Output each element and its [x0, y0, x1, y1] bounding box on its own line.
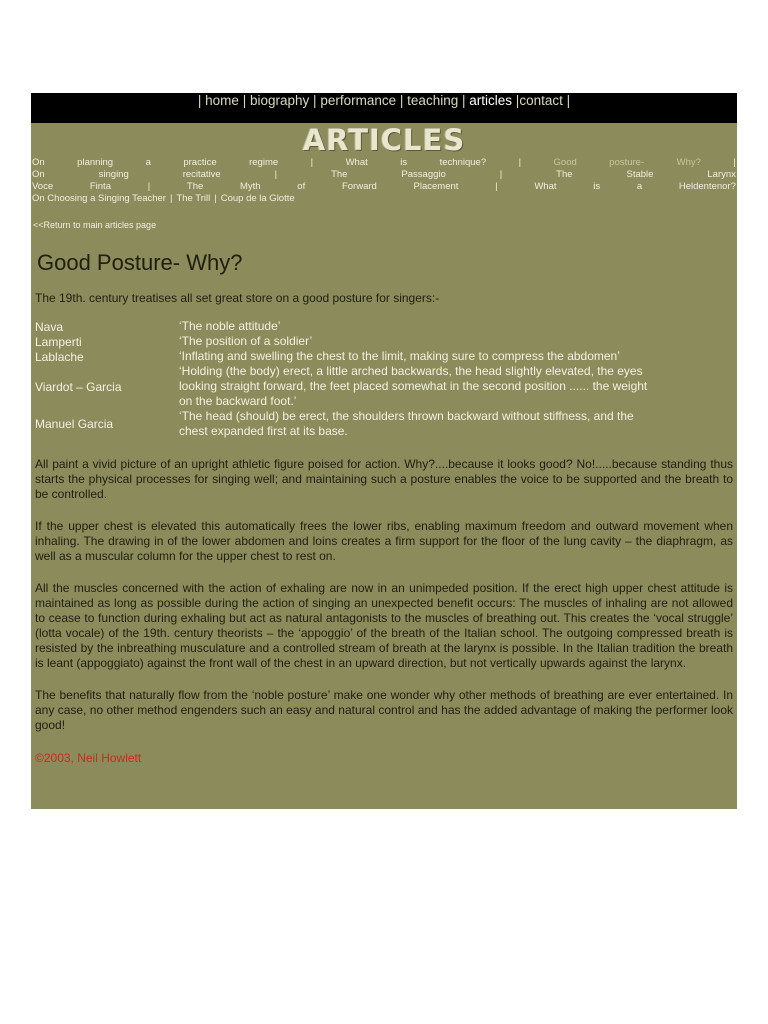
article-links [31, 157, 737, 205]
article-link-word[interactable]: Voce [32, 181, 54, 192]
article-link-word[interactable]: technique? [439, 157, 487, 168]
quotes-table [31, 319, 737, 439]
nav-home[interactable]: home [205, 93, 239, 108]
quote-text: ‘Holding (the body) erect, a little arched backwards, the head slightly elevated, the eyes looking straight forward, the feet placed somewhat in the second position ...... the weight on the backward foot.’ [179, 364, 648, 408]
return-link[interactable]: <<Return to main articles page [33, 220, 157, 230]
article-link-word[interactable]: What [534, 181, 557, 192]
link-separator: | [147, 181, 151, 192]
article-link-word[interactable]: posture- [609, 157, 645, 168]
quote-author: Manuel Garcia [35, 417, 114, 431]
article-links-row [32, 157, 736, 169]
article-link-word[interactable]: Placement [413, 181, 459, 192]
page-container [31, 93, 737, 809]
article-link-word[interactable]: The [331, 169, 348, 180]
article-link-word[interactable]: is [400, 157, 408, 168]
article-link-word[interactable]: singing [98, 169, 129, 180]
article-link-word[interactable]: recitative [182, 169, 221, 180]
nav-sep: | [313, 93, 317, 108]
link-separator: | [310, 157, 314, 168]
quote-author: Viardot – Garcia [35, 379, 122, 394]
article-paragraph: The benefits that naturally flow from the ‘noble posture’ make one wonder why other methods of breathing are ever entertained. In any case, no other method engenders such an easy and natural control and has the added advantage of making the performer look good! [35, 688, 733, 732]
article-links-row [32, 193, 736, 205]
article-links-row [32, 181, 736, 193]
article-title: Good Posture- Why? [37, 250, 243, 275]
article-link-word[interactable]: The Trill [176, 193, 211, 204]
article-link-word[interactable]: Stable [626, 169, 654, 180]
quote-row [31, 319, 737, 334]
article-link-word[interactable]: Finta [89, 181, 111, 192]
article-link-word[interactable]: planning [77, 157, 114, 168]
link-separator: | [274, 169, 278, 180]
nav-sep: | [515, 93, 520, 108]
article-link-word[interactable]: practice [183, 157, 217, 168]
article-link-word[interactable]: On [32, 169, 45, 180]
article-links-row [32, 169, 736, 181]
quote-row [31, 364, 737, 409]
top-nav [31, 93, 737, 123]
banner-title: ARTICLES [302, 123, 466, 157]
nav-teaching[interactable]: teaching [407, 93, 459, 108]
article-paragraph: If the upper chest is elevated this automatically frees the lower ribs, enabling maximum freedom and outward movement when inhaling. The drawing in of the lower abdomen and loins creates a firm support for the floor of the lung cavity – the diaphragm, as well as a muscular column for the upper chest to rest on. [35, 519, 733, 563]
articles-banner [31, 123, 737, 157]
nav-biography[interactable]: biography [249, 93, 310, 108]
nav-contact[interactable]: contact [519, 93, 563, 108]
nav-sep: | [399, 93, 404, 108]
article-link-word[interactable]: Larynx [707, 169, 736, 180]
nav-performance[interactable]: performance [320, 93, 397, 108]
article-link-word[interactable]: What [345, 157, 368, 168]
link-separator: | [518, 157, 522, 168]
quote-author: Lamperti [35, 334, 82, 349]
article-link-word[interactable]: Good [553, 157, 577, 168]
quote-text: ‘The position of a soldier’ [179, 334, 313, 348]
article-link-word[interactable]: On Choosing a Singing Teacher [32, 193, 166, 204]
nav-sep: | [242, 93, 247, 108]
link-separator: | [169, 193, 173, 204]
article-link-word[interactable]: On [32, 157, 45, 168]
article-link-word[interactable]: regime [249, 157, 279, 168]
article-link-word[interactable]: The [186, 181, 204, 192]
quote-author: Nava [35, 319, 64, 334]
quote-text: ‘The noble attitude’ [179, 319, 281, 333]
quote-text: ‘The head (should) be erect, the shoulders thrown backward without stiffness, and the chest expanded first at its base. [179, 409, 634, 438]
article-link-word[interactable]: Why? [676, 157, 701, 168]
quote-text: ‘Inflating and swelling the chest to the limit, making sure to compress the abdomen’ [179, 349, 620, 363]
article-link-word[interactable]: is [593, 181, 601, 192]
article-link-word[interactable]: of [297, 181, 306, 192]
article-link-word[interactable]: The [556, 169, 573, 180]
article-link-word[interactable]: a [145, 157, 151, 168]
quote-row [31, 349, 737, 364]
nav-articles[interactable]: articles [469, 93, 513, 108]
quote-row [31, 334, 737, 349]
quote-author: Lablache [35, 349, 84, 364]
article-link-word[interactable]: Myth [239, 181, 261, 192]
article-paragraph: All the muscles concerned with the action of exhaling are now in an unimpeded position. If the erect high upper chest attitude is maintained as long as possible during the action of singing an unexpected benefit occurs: The muscles of inhaling are not allowed to cease to function during exhaling but act as natural antagonists to the muscles of breathing out. This creates the ‘vocal struggle’ (lotta vocale) of the 19th. century theorists – the ‘appoggio’ of the breath of the Italian school. The outgoing compressed breath is resisted by the inbreathing musculature and a controlled stream of breath at the larynx is possible. In the Italian tradition the breath is leant (appoggiato) against the front wall of the chest in an upward direction, but not vertically upwards against the larynx. [35, 581, 733, 670]
nav-sep: | [566, 93, 571, 108]
link-separator: | [733, 157, 736, 168]
article-paragraph: All paint a vivid picture of an upright athletic figure poised for action. Why?....because it looks good? No!.....because standing thus starts the physical processes for singing well; and maintaining such a posture enables the voice to be supported and the breath to be controlled. [35, 457, 733, 501]
link-separator: | [495, 181, 498, 192]
article-link-word[interactable]: Forward [341, 181, 377, 192]
quote-row [31, 409, 737, 439]
article-link-word[interactable]: a [636, 181, 643, 192]
link-separator: | [499, 169, 503, 180]
copyright-notice: ©2003, Neil Howlett [35, 751, 142, 765]
nav-sep: | [461, 93, 466, 108]
article-link-word[interactable]: Coup de la Glotte [220, 193, 295, 204]
nav-sep: | [197, 93, 202, 108]
article-link-word[interactable]: Heldentenor? [678, 181, 736, 192]
link-separator: | [214, 193, 217, 204]
article-link-word[interactable]: Passaggio [401, 169, 446, 180]
article-intro: The 19th. century treatises all set great store on a good posture for singers:- [35, 291, 440, 305]
